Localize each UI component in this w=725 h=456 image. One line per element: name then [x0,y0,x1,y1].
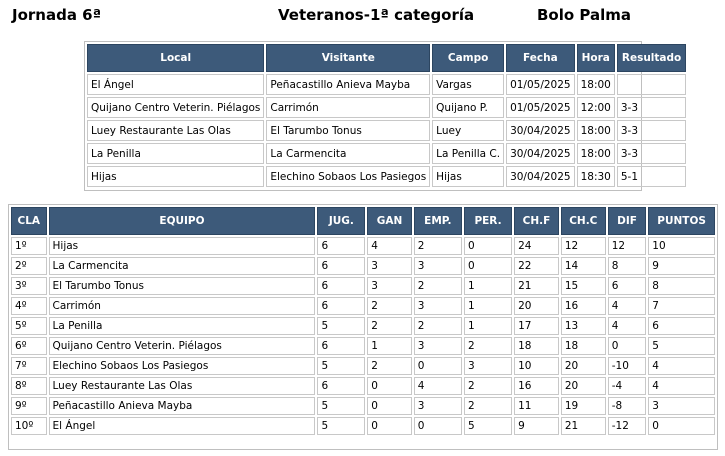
standings-header-8: DIF [608,207,647,235]
standings-cell: 2º [11,257,47,275]
standings-cell: 6 [317,277,365,295]
matches-cell: Hijas [87,166,264,187]
standings-cell: 11 [514,397,559,415]
standings-cell: 13 [561,317,606,335]
standings-cell: 1 [464,277,512,295]
standings-cell: -12 [608,417,647,435]
standings-header-0: CLA [11,207,47,235]
matches-cell: Luey Restaurante Las Olas [87,120,264,141]
standings-cell: 16 [514,377,559,395]
standings-header-9: PUNTOS [648,207,715,235]
standings-cell: 10 [514,357,559,375]
standings-cell: Carrimón [49,297,316,315]
standings-cell: El Tarumbo Tonus [49,277,316,295]
matches-cell: 12:00 [577,97,615,118]
matches-cell: Hijas [432,166,504,187]
matches-cell: 30/04/2025 [506,143,575,164]
standings-cell: 15 [561,277,606,295]
standings-cell: 10º [11,417,47,435]
standings-cell: -4 [608,377,647,395]
table-row [87,74,686,95]
matches-header-0: Local [87,44,264,72]
standings-cell: -10 [608,357,647,375]
standings-cell: 16 [561,297,606,315]
standings-cell: 1º [11,237,47,255]
standings-cell: 0 [367,417,411,435]
table-row [11,337,715,355]
matches-cell: 5-1 [617,166,686,187]
standings-cell: 21 [514,277,559,295]
standings-cell: 6 [317,337,365,355]
matches-cell: Quijano P. [432,97,504,118]
matches-cell: Luey [432,120,504,141]
matches-body [87,74,686,187]
standings-cell: 20 [561,377,606,395]
standings-cell: 2 [414,317,462,335]
standings-cell: 9 [648,257,715,275]
standings-cell: 4º [11,297,47,315]
matches-cell: Elechino Sobaos Los Pasiegos [266,166,430,187]
table-row [11,417,715,435]
standings-cell: 3 [367,257,411,275]
matches-cell: 30/04/2025 [506,120,575,141]
matches-cell: La Carmencita [266,143,430,164]
standings-cell: 20 [561,357,606,375]
standings-cell: 8 [648,277,715,295]
standings-header-7: CH.C [561,207,606,235]
standings-cell: 5 [464,417,512,435]
standings-cell: 2 [464,377,512,395]
standings-cell: 2 [367,357,411,375]
standings-cell: 0 [367,397,411,415]
standings-cell: 8 [608,257,647,275]
modality-title: Bolo Palma [537,6,632,24]
table-row [11,257,715,275]
matches-cell: Peñacastillo Anieva Mayba [266,74,430,95]
matches-cell: Vargas [432,74,504,95]
standings-header-3: GAN [367,207,411,235]
standings-cell: 5 [317,417,365,435]
standings-cell: 5 [317,317,365,335]
standings-cell: 24 [514,237,559,255]
standings-cell: 21 [561,417,606,435]
standings-cell: 6 [317,377,365,395]
standings-cell: 3º [11,277,47,295]
standings-cell: 4 [608,297,647,315]
standings-cell: 6 [317,297,365,315]
standings-cell: 4 [367,237,411,255]
jornada-title: Jornada 6ª [12,6,102,24]
matches-header-1: Visitante [266,44,430,72]
matches-cell: 18:00 [577,120,615,141]
standings-cell: 5 [317,357,365,375]
standings-cell: 3 [414,297,462,315]
standings-header-row [11,207,715,235]
standings-cell: 4 [608,317,647,335]
matches-header-5: Resultado [617,44,686,72]
standings-cell: 6 [317,237,365,255]
standings-body [11,237,715,435]
standings-cell: 12 [608,237,647,255]
table-row [11,397,715,415]
table-row [11,377,715,395]
standings-cell: 18 [561,337,606,355]
standings-cell: 0 [608,337,647,355]
table-row [11,237,715,255]
standings-cell: 10 [648,237,715,255]
standings-cell: 1 [464,297,512,315]
standings-cell: La Carmencita [49,257,316,275]
table-row [11,357,715,375]
matches-header-4: Hora [577,44,615,72]
standings-cell: 14 [561,257,606,275]
standings-cell: 22 [514,257,559,275]
matches-table-container [84,41,682,191]
matches-cell: Carrimón [266,97,430,118]
standings-cell: 3 [414,397,462,415]
standings-cell: 6 [608,277,647,295]
standings-cell: 17 [514,317,559,335]
matches-cell: 30/04/2025 [506,166,575,187]
standings-header-1: EQUIPO [49,207,316,235]
matches-cell: El Ángel [87,74,264,95]
table-row [87,143,686,164]
matches-cell [617,74,686,95]
standings-cell: 3 [367,277,411,295]
table-row [11,317,715,335]
standings-cell: 2 [464,337,512,355]
standings-header-6: CH.F [514,207,559,235]
matches-cell: El Tarumbo Tonus [266,120,430,141]
standings-cell: Elechino Sobaos Los Pasiegos [49,357,316,375]
standings-cell: -8 [608,397,647,415]
matches-cell: 3-3 [617,120,686,141]
standings-cell: 5 [317,397,365,415]
category-title: Veteranos-1ª categoría [278,6,475,24]
standings-cell: 1 [464,317,512,335]
standings-cell: 2 [464,397,512,415]
standings-cell: 0 [464,257,512,275]
matches-cell: 18:30 [577,166,615,187]
standings-cell: Hijas [49,237,316,255]
table-row [11,297,715,315]
standings-cell: 4 [414,377,462,395]
matches-header-2: Campo [432,44,504,72]
table-row [87,97,686,118]
standings-cell: 3 [648,397,715,415]
standings-cell: 2 [414,277,462,295]
matches-header-row [87,44,686,72]
standings-cell: Peñacastillo Anieva Mayba [49,397,316,415]
standings-cell: 3 [464,357,512,375]
standings-cell: 0 [414,357,462,375]
standings-cell: 2 [414,237,462,255]
standings-cell: 2 [367,317,411,335]
standings-cell: 7 [648,297,715,315]
standings-cell: 0 [367,377,411,395]
matches-cell: La Penilla C. [432,143,504,164]
standings-cell: La Penilla [49,317,316,335]
matches-cell: 01/05/2025 [506,74,575,95]
matches-cell: 18:00 [577,74,615,95]
standings-cell: 4 [648,377,715,395]
standings-header-2: JUG. [317,207,365,235]
table-row [87,120,686,141]
standings-cell: 7º [11,357,47,375]
standings-header-4: EMP. [414,207,462,235]
matches-cell: 01/05/2025 [506,97,575,118]
matches-cell: 18:00 [577,143,615,164]
standings-cell: 9º [11,397,47,415]
table-row [11,277,715,295]
standings-cell: 5 [648,337,715,355]
matches-table [85,42,688,189]
standings-cell: 3 [414,337,462,355]
standings-cell: 19 [561,397,606,415]
standings-cell: 0 [464,237,512,255]
standings-cell: 3 [414,257,462,275]
standings-cell: 2 [367,297,411,315]
standings-cell: 6 [317,257,365,275]
standings-cell: 0 [414,417,462,435]
matches-cell: La Penilla [87,143,264,164]
matches-cell: Quijano Centro Veterin. Piélagos [87,97,264,118]
standings-cell: 18 [514,337,559,355]
standings-cell: 5º [11,317,47,335]
standings-cell: Luey Restaurante Las Olas [49,377,316,395]
standings-cell: 9 [514,417,559,435]
standings-cell: 12 [561,237,606,255]
standings-table-container [8,204,718,450]
matches-cell: 3-3 [617,143,686,164]
matches-cell: 3-3 [617,97,686,118]
standings-cell: Quijano Centro Veterin. Piélagos [49,337,316,355]
standings-cell: 8º [11,377,47,395]
standings-cell: 6º [11,337,47,355]
standings-cell: El Ángel [49,417,316,435]
standings-cell: 1 [367,337,411,355]
standings-cell: 4 [648,357,715,375]
table-row [87,166,686,187]
standings-cell: 6 [648,317,715,335]
standings-table [9,205,717,437]
matches-header-3: Fecha [506,44,575,72]
standings-cell: 0 [648,417,715,435]
standings-header-5: PER. [464,207,512,235]
standings-cell: 20 [514,297,559,315]
